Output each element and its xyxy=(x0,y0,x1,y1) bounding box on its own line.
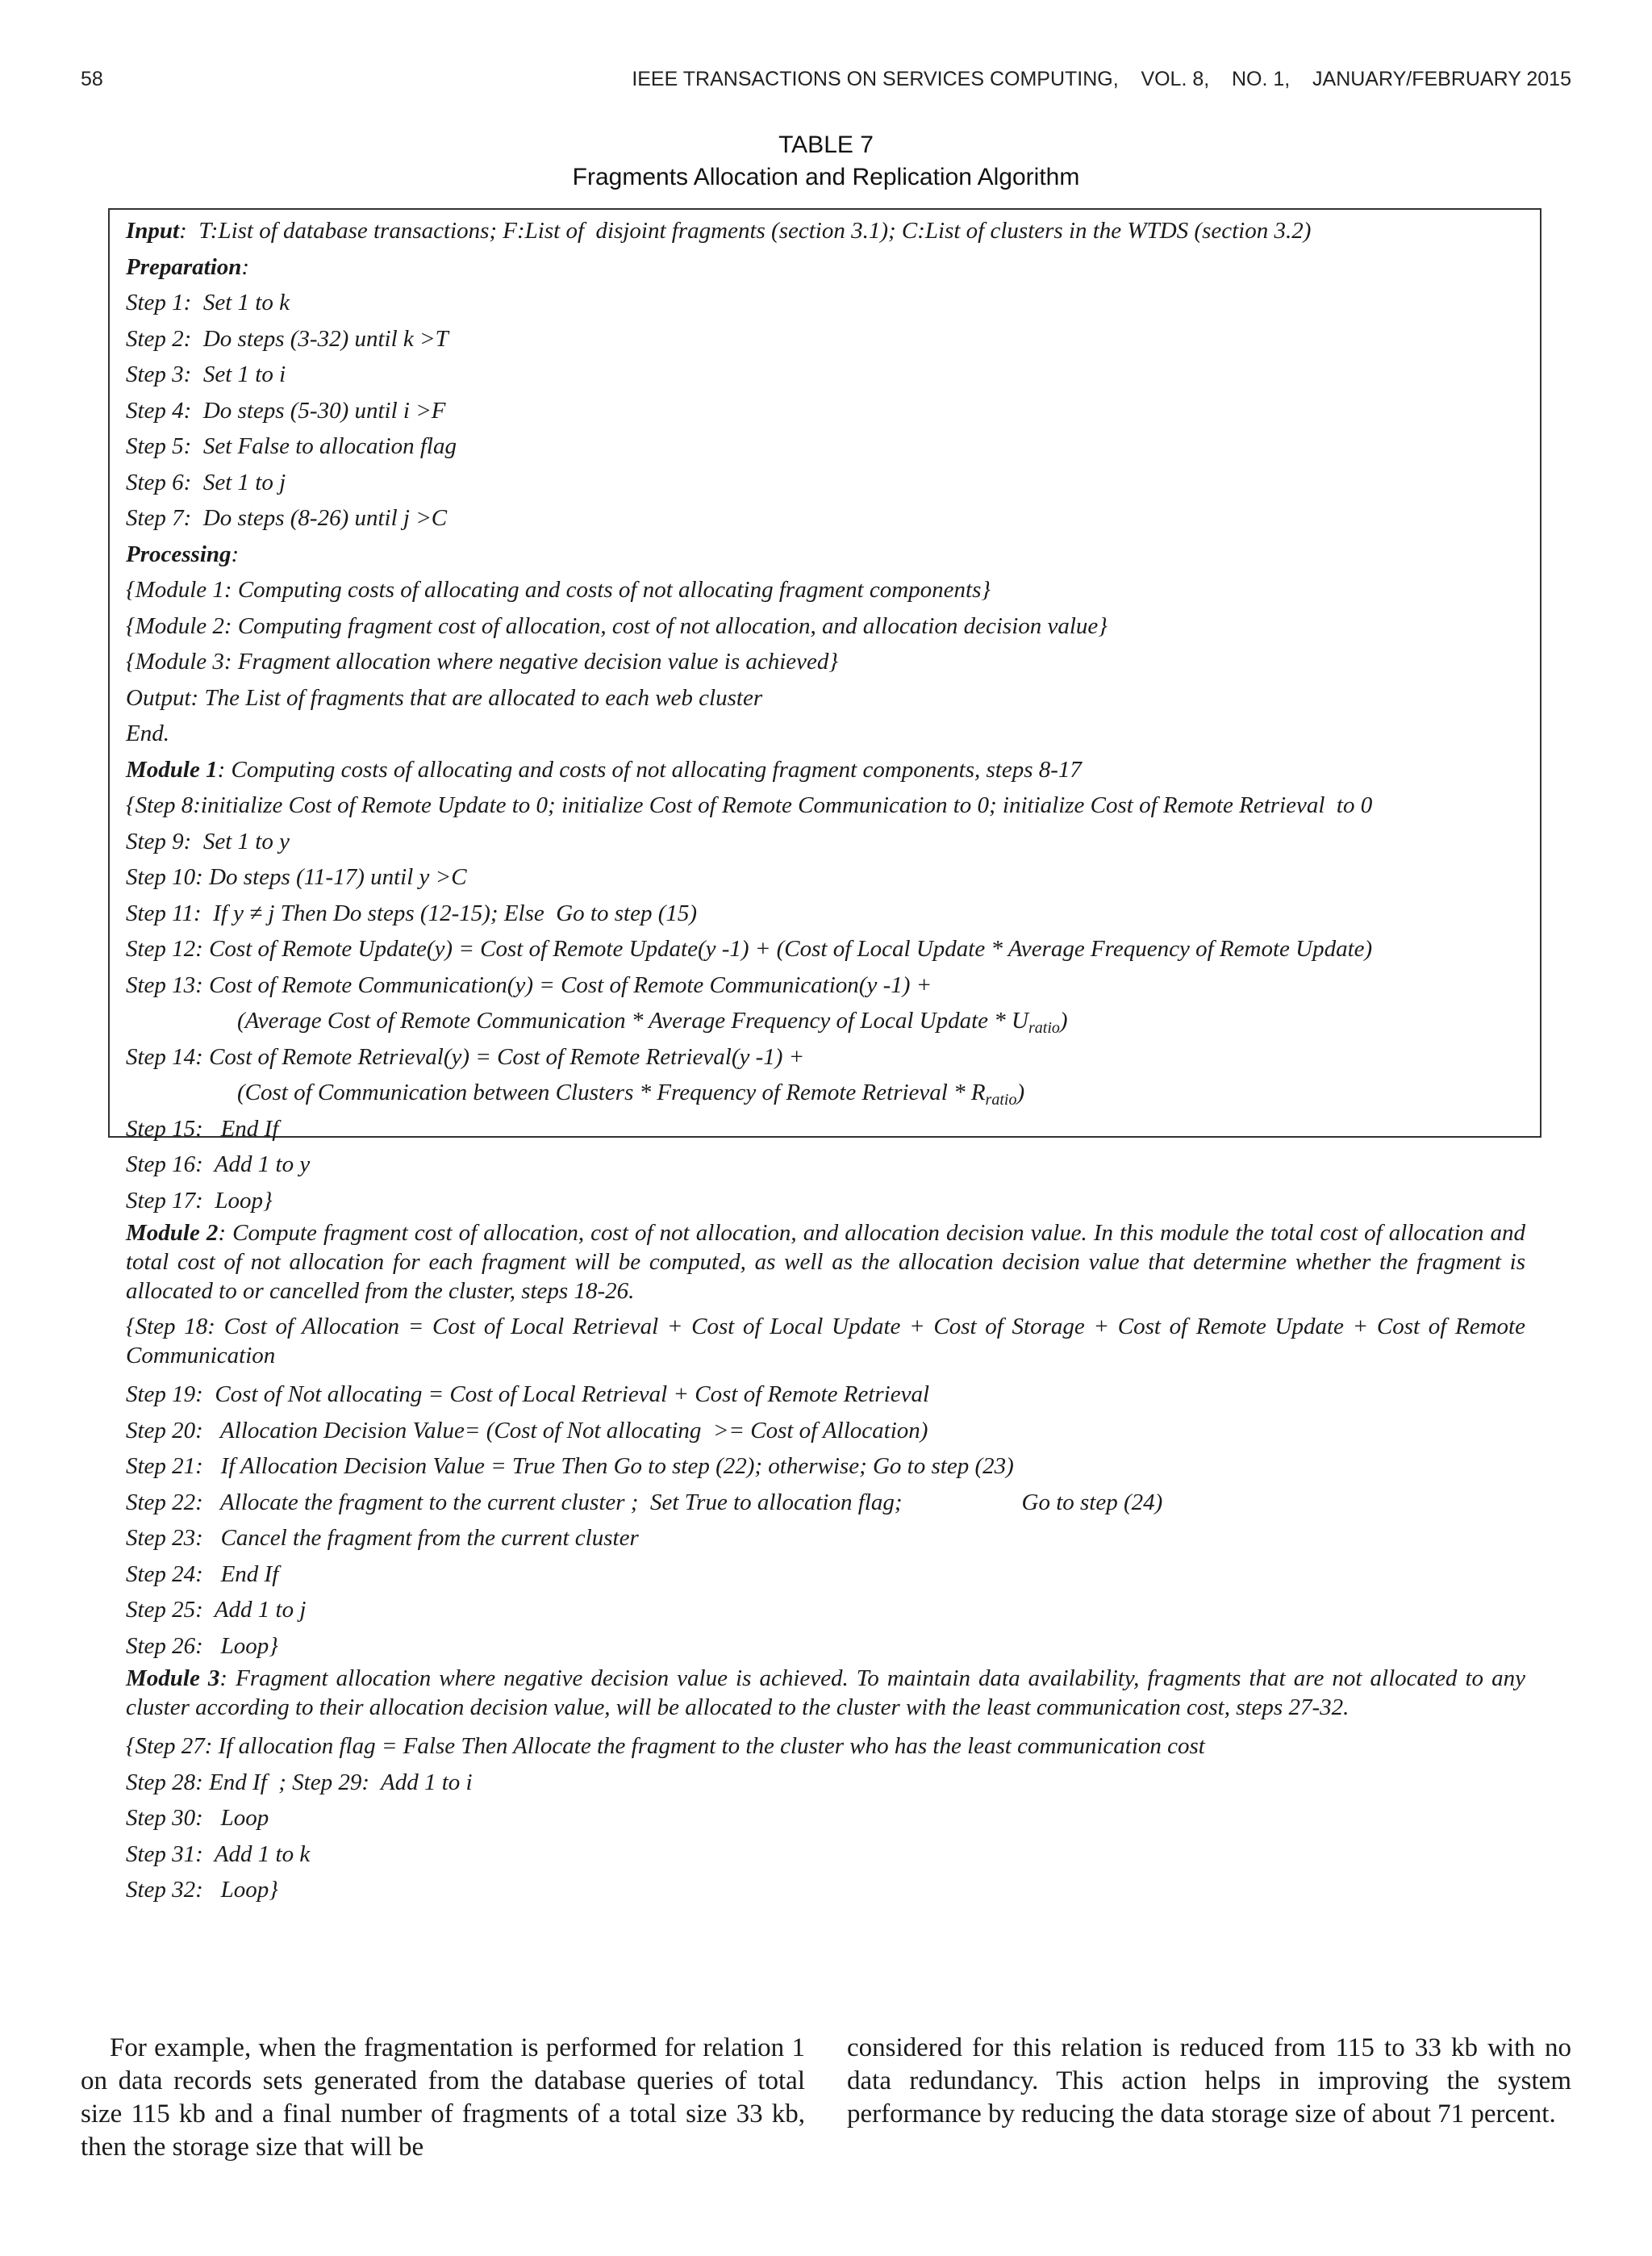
preparation-colon: : xyxy=(241,253,250,280)
processing-line: {Module 1: Computing costs of allocating and costs of not allocating fragment components} xyxy=(126,577,991,603)
step22-goto: Go to step (24) xyxy=(1021,1489,1163,1515)
step14-continuation-text: (Cost of Communication between Clusters * Frequency of Remote Retrieval * R xyxy=(237,1080,986,1105)
step-line: Step 25: Add 1 to j xyxy=(126,1597,307,1623)
processing-colon: : xyxy=(231,541,240,567)
step-continuation xyxy=(126,1075,1525,1111)
body-right-column: considered for this relation is reduced from 115 to 33 kb with no data redundancy. This action helps in improving the system performance by reducing the data storage size of about 71 percent. xyxy=(847,2033,1571,2129)
step-line: Step 3: Set 1 to i xyxy=(126,361,286,387)
step-line: Step 7: Do steps (8-26) until j >C xyxy=(126,505,448,531)
module3-paragraph xyxy=(126,1664,1525,1722)
step-line: Step 4: Do steps (5-30) until i >F xyxy=(126,397,446,424)
step-line: Step 20: Allocation Decision Value= (Cost of Not allocating >= Cost of Allocation) xyxy=(126,1417,928,1443)
processing-line: {Module 2: Computing fragment cost of allocation, cost of not allocation, and allocation decision value} xyxy=(126,612,1108,639)
step-line: Step 19: Cost of Not allocating = Cost of Local Retrieval + Cost of Remote Retrieval xyxy=(126,1381,930,1407)
output-line: Output: The List of fragments that are allocated to each web cluster xyxy=(126,684,763,711)
step-line: Step 23: Cancel the fragment from the current cluster xyxy=(126,1525,639,1551)
input-text: : T:List of database transactions; F:List of disjoint fragments (section 3.1); C:List of clusters in the WTDS (section 3.2) xyxy=(179,218,1312,244)
module1-text: : Computing costs of allocating and costs of not allocating fragment components, steps 8-17 xyxy=(217,756,1082,783)
body-left-column: For example, when the fragmentation is performed for relation 1 on data records sets generated from the database queries of total size 115 kb and a final number of fragments of a total size 33 kb, then the storage size that will be xyxy=(81,2033,805,2162)
step13-continuation-text: (Average Cost of Remote Communication * Average Frequency of Local Update * U xyxy=(237,1008,1028,1034)
input-label: Input xyxy=(126,218,180,244)
step-line: Step 6: Set 1 to j xyxy=(126,469,286,495)
close-paren: ) xyxy=(1059,1008,1068,1034)
module2-label: Module 2 xyxy=(126,1220,219,1246)
table-title: Fragments Allocation and Replication Algorithm xyxy=(572,164,1080,190)
step-line: Step 28: End If ; Step 29: Add 1 to i xyxy=(126,1769,473,1795)
step-line: Step 32: Loop} xyxy=(126,1877,278,1903)
page-number: 58 xyxy=(81,68,103,90)
step-line: Step 30: Loop xyxy=(126,1805,269,1831)
step-line: Step 31: Add 1 to k xyxy=(126,1840,311,1867)
step-line: {Step 27: If allocation flag = False Then Allocate the fragment to the cluster who has the least communication cost xyxy=(126,1733,1205,1759)
step-line: Step 9: Set 1 to y xyxy=(126,828,290,854)
module1-label: Module 1 xyxy=(126,756,218,783)
subscript-ratio: ratio xyxy=(1028,1019,1060,1037)
preparation-label: Preparation xyxy=(126,253,242,280)
step-line: Step 13: Cost of Remote Communication(y) = Cost of Remote Communication(y -1) + xyxy=(126,971,932,998)
step-line: Step 24: End If xyxy=(126,1560,279,1587)
module1-heading xyxy=(126,752,1525,788)
step-line: Step 15: End If xyxy=(126,1115,279,1142)
step18-paragraph: {Step 18: Cost of Allocation = Cost of Local Retrieval + Cost of Local Update + Cost of Storage + Cost of Remote Update + Cost of Remote Communication xyxy=(126,1314,1525,1368)
processing-heading xyxy=(126,537,1525,573)
step-line: Step 16: Add 1 to y xyxy=(126,1151,311,1177)
step-line: Step 14: Cost of Remote Retrieval(y) = Cost of Remote Retrieval(y -1) + xyxy=(126,1043,805,1070)
step-line: Step 1: Set 1 to k xyxy=(126,290,290,315)
running-head xyxy=(81,68,1571,100)
step-line: Step 11: If y ≠ j Then Do steps (12-15); Else Go to step (15) xyxy=(126,900,698,926)
processing-line: {Module 3: Fragment allocation where negative decision value is achieved} xyxy=(126,649,839,675)
step-line: Step 17: Loop} xyxy=(126,1187,273,1214)
end-line: End. xyxy=(126,721,169,746)
step-line: Step 10: Do steps (11-17) until y >C xyxy=(126,864,467,890)
module2-text: : Compute fragment cost of allocation, cost of not allocation, and allocation decision value. In this module the total cost of allocation and total cost of not allocation for each fragment will be computed, as well as the allocation decision value that determine whether the fragment is allocated to or cancelled from the cluster, steps 18-26. xyxy=(126,1220,1525,1304)
step-line: Step 12: Cost of Remote Update(y) = Cost of Remote Update(y -1) + (Cost of Local Update * Average Frequency of Remote Update) xyxy=(126,936,1373,962)
journal-info: IEEE TRANSACTIONS ON SERVICES COMPUTING, VOL. 8, NO. 1, JANUARY/FEBRUARY 2015 xyxy=(632,68,1571,90)
algorithm-box xyxy=(108,208,1541,1903)
subscript-ratio: ratio xyxy=(985,1091,1017,1109)
module3-text: : Fragment allocation where negative decision value is achieved. To maintain data availability, fragments that are not allocated to any cluster according to their allocation decision value, will be allocated to the cluster with the least communication cost, steps 27-32. xyxy=(126,1665,1526,1720)
step-continuation xyxy=(126,1003,1525,1039)
step-line: {Step 8:initialize Cost of Remote Update to 0; initialize Cost of Remote Communication to 0; initialize Cost of Remote Retrieval to 0 xyxy=(126,792,1373,818)
input-line xyxy=(126,213,1525,249)
step-line: Step 21: If Allocation Decision Value = True Then Go to step (22); otherwise; Go to step (23) xyxy=(126,1453,1014,1479)
step-line: Step 26: Loop} xyxy=(126,1632,278,1659)
step22-line xyxy=(126,1485,1525,1521)
module2-paragraph xyxy=(126,1218,1525,1306)
module3-label: Module 3 xyxy=(126,1665,220,1691)
step-line: Step 5: Set False to allocation flag xyxy=(126,433,457,459)
close-paren: ) xyxy=(1016,1080,1025,1105)
table-caption xyxy=(0,129,1652,194)
step22-text: Step 22: Allocate the fragment to the current cluster ; Set True to allocation flag; xyxy=(126,1489,903,1515)
table-number: TABLE 7 xyxy=(778,132,874,158)
processing-label: Processing xyxy=(126,541,232,567)
preparation-heading xyxy=(126,249,1525,286)
step-line: Step 2: Do steps (3-32) until k >T xyxy=(126,325,448,352)
